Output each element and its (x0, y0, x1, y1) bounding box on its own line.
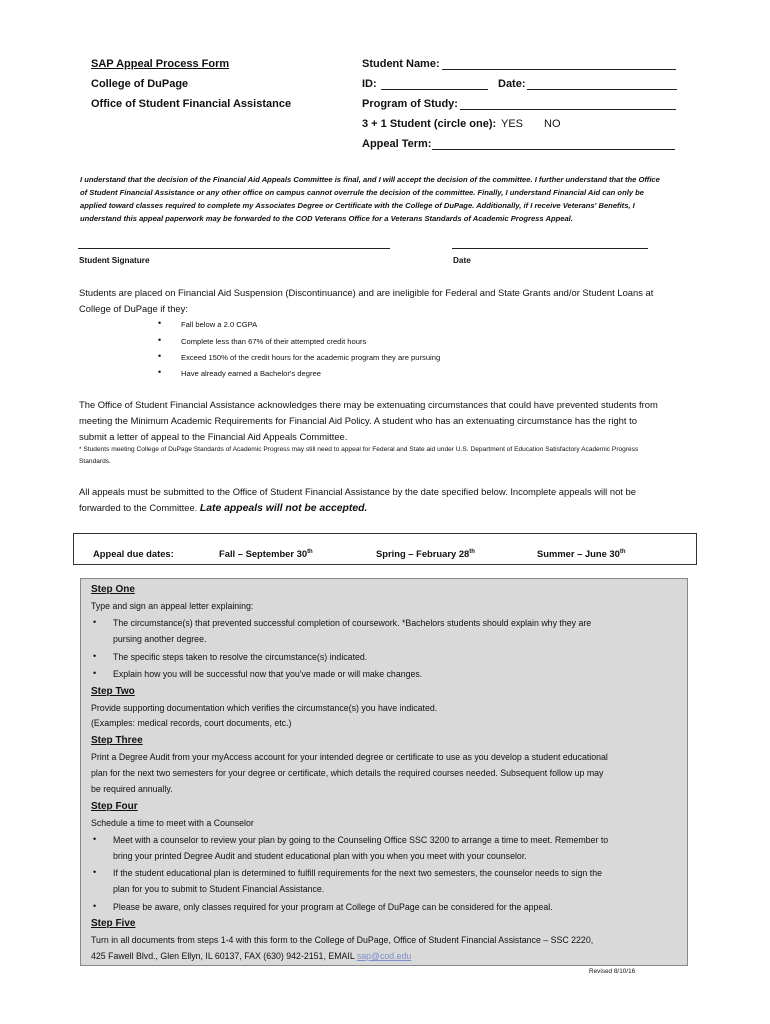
student-name-label: Student Name: (362, 58, 440, 70)
step-one-bullet-2: The specific steps taken to resolve the circumstance(s) indicated. (113, 652, 368, 662)
revised-date: Revised 8/10/16 (589, 968, 636, 975)
office-name: Office of Student Financial Assistance (91, 98, 292, 110)
bullet-icon: • (158, 335, 162, 345)
bullet-icon: • (158, 367, 162, 377)
signature-date-label: Date (453, 256, 471, 265)
id-label: ID: (362, 78, 377, 90)
note-line: Standards. (79, 458, 111, 465)
suspension-bullet: Complete less than 67% of their attempted credit hours (181, 337, 367, 346)
bullet-icon: • (158, 318, 162, 328)
student-signature-field[interactable] (78, 248, 390, 249)
extenuating-note (79, 444, 638, 468)
summer-date-text: Summer – June 30 (537, 548, 620, 559)
spring-due-date (376, 548, 475, 559)
step-four-bullet-1-cont: bring your printed Degree Audit and student educational plan with you when you meet with your counselor. (113, 851, 527, 861)
step-two-line: Provide supporting documentation which verifies the circumstance(s) you have indicated. (91, 703, 438, 713)
program-label: Program of Study: (362, 98, 458, 110)
step-five-address: 425 Fawell Blvd., Glen Ellyn, IL 60137, FAX (630) 942-2151, EMAIL (91, 951, 355, 961)
step-one-title: Step One (91, 584, 135, 595)
fall-date-suffix: th (307, 548, 313, 555)
spring-date-text: Spring – February 28 (376, 548, 470, 559)
suspension-bullet: Exceed 150% of the credit hours for the academic program they are pursuing (181, 353, 441, 362)
date-field[interactable] (527, 89, 677, 90)
submission-line-2 (79, 500, 636, 517)
statement-line: applied toward classes required to complete my Associates Degree or Certificate with the College of DuPage. Additionally, if I receive Veterans' Benefits, I (80, 201, 635, 210)
step-one-bullet-1: The circumstance(s) that prevented successful completion of coursework. *Bachelors students should explain why they are (113, 618, 592, 628)
date-label: Date: (498, 78, 526, 90)
bullet-icon: • (158, 351, 162, 361)
step-two-line: (Examples: medical records, court documents, etc.) (91, 718, 292, 728)
statement-line: I understand that the decision of the Financial Aid Appeals Committee is final, and I will accept the decision of the committee. I further understand that the Office (80, 175, 660, 184)
yes-option[interactable]: YES (501, 118, 524, 130)
appeal-term-field[interactable] (432, 149, 675, 150)
step-five-line: Turn in all documents from steps 1-4 with this form to the College of DuPage, Office of Student Financial Assistance – SSC 2220, (91, 935, 594, 945)
step-three-line: Print a Degree Audit from your myAccess account for your intended degree or certificate to use as you develop a student educational (91, 752, 608, 762)
bullet-icon: • (93, 834, 97, 844)
step-three-title: Step Three (91, 735, 143, 746)
step-one-bullet-3: Explain how you will be successful now that you've made or will make changes. (113, 669, 423, 679)
suspension-bullet: Have already earned a Bachelor's degree (181, 369, 321, 378)
step-four-bullet-2-cont: plan for you to submit to Student Financial Assistance. (113, 884, 325, 894)
bullet-icon: • (93, 901, 97, 911)
signature-date-field[interactable] (452, 248, 648, 249)
college-name: College of DuPage (91, 78, 189, 90)
no-option[interactable]: NO (544, 118, 561, 130)
extenuating-line: The Office of Student Financial Assistance acknowledges there may be extenuating circumstances that could have prevented students from (79, 399, 658, 410)
step-five-line-2 (91, 951, 411, 961)
bullet-icon: • (93, 651, 97, 661)
step-four-intro: Schedule a time to meet with a Counselor (91, 818, 254, 828)
student-name-field[interactable] (442, 69, 676, 70)
extenuating-line: submit a letter of appeal to the Financial Aid Appeals Committee. (79, 431, 348, 442)
suspension-paragraph (79, 285, 653, 317)
step-four-bullet-2: If the student educational plan is determined to fulfill requirements for the next two semesters, the counselor needs to sign the (113, 868, 602, 878)
step-four-title: Step Four (91, 801, 138, 812)
step-one-intro: Type and sign an appeal letter explaining: (91, 601, 254, 611)
due-dates-label: Appeal due dates: (93, 548, 174, 559)
id-field[interactable] (381, 89, 488, 90)
step-four-bullet-3: Please be aware, only classes required for your program at College of DuPage can be considered for the appeal. (113, 902, 553, 912)
form-title: SAP Appeal Process Form (91, 58, 230, 70)
summer-date-suffix: th (619, 548, 626, 555)
bullet-icon: • (93, 668, 97, 678)
email-link[interactable]: sap@cod.edu (356, 951, 412, 961)
note-line: * Students meeting College of DuPage Standards of Academic Progress may still need to appeal for Federal and State aid under U.S. Department of Education Satisfactory Academic Progress (79, 446, 639, 453)
suspension-line: Students are placed on Financial Aid Suspension (Discontinuance) and are ineligible for Federal and State Grants and/or Student Loans at (79, 287, 654, 298)
fall-date-text: Fall – September 30 (219, 548, 308, 559)
program-field[interactable] (460, 109, 676, 110)
statement-paragraph (80, 173, 710, 225)
statement-line: understand this appeal paperwork may be forwarded to the COD Veterans Office for a Veterans Standards of Academic Progress Appeal. (80, 214, 573, 223)
fall-due-date (219, 548, 313, 559)
appeal-term-label: Appeal Term: (362, 138, 432, 150)
suspension-bullet: Fall below a 2.0 CGPA (181, 320, 258, 329)
step-two-title: Step Two (91, 686, 135, 697)
summer-due-date (537, 548, 626, 559)
step-three-line: plan for the next two semesters for your degree or certificate, which details the required courses needed. Subsequent follow up may (91, 768, 604, 778)
late-warning: Late appeals will not be accepted. (199, 503, 368, 514)
step-one-bullet-1-cont: pursing another degree. (113, 634, 207, 644)
submission-text: forwarded to the Committee. (79, 502, 198, 513)
step-five-title: Step Five (91, 918, 136, 929)
student-signature-label: Student Signature (79, 256, 150, 265)
spring-date-suffix: th (469, 548, 475, 555)
extenuating-paragraph (79, 397, 658, 445)
three-plus-one-label: 3 + 1 Student (circle one): (362, 118, 497, 130)
submission-paragraph (79, 484, 636, 517)
suspension-line: College of DuPage if they: (79, 303, 188, 314)
statement-line: of Student Financial Assistance or any other office on campus cannot overrule the decision of the committee. Finally, I understand Financial Aid can only be (80, 188, 645, 197)
extenuating-line: meeting the Minimum Academic Requirements for Financial Aid Policy. A student who has an extenuating circumstance has the right to (79, 415, 637, 426)
step-four-bullet-1: Meet with a counselor to review your plan by going to the Counseling Office SSC 3200 to arrange a time to meet. Remember to (113, 835, 609, 845)
submission-line: All appeals must be submitted to the Office of Student Financial Assistance by the date specified below. Incomplete appeals will not be (79, 486, 636, 497)
step-three-line: be required annually. (91, 784, 173, 794)
bullet-icon: • (93, 867, 97, 877)
bullet-icon: • (93, 617, 97, 627)
